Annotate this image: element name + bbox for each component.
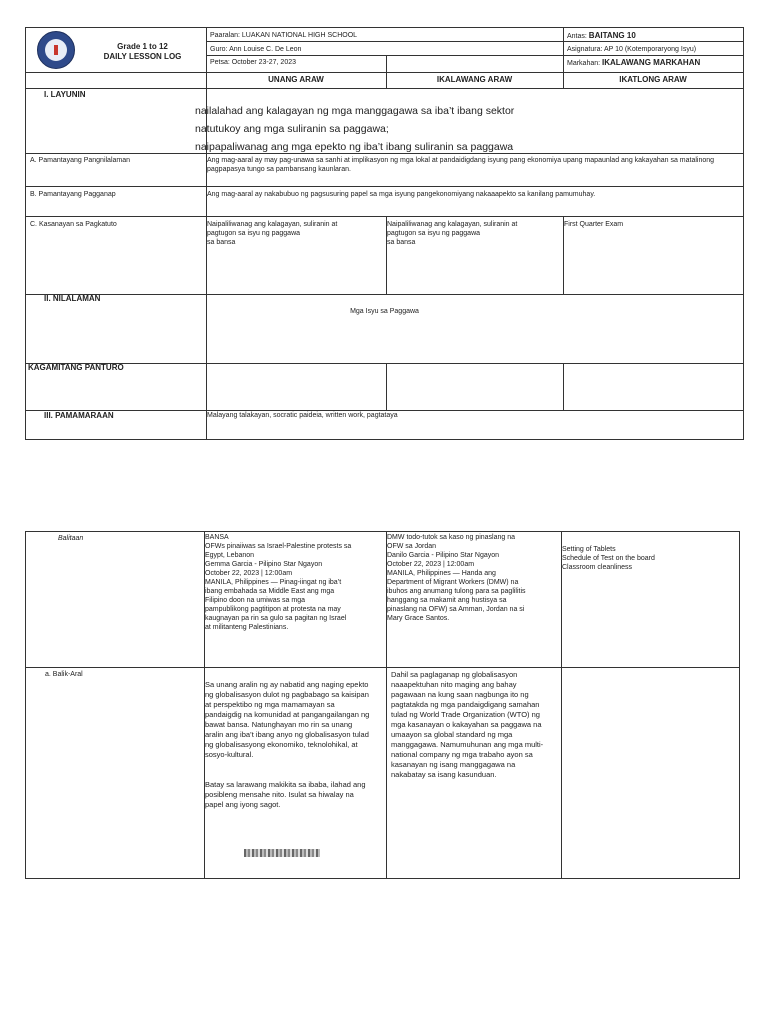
day-header-2: IKALAWANG ARAW <box>436 75 513 84</box>
deped-seal-logo <box>37 31 75 69</box>
balitaan-day1: BANSA OFWs pinaiiwas sa Israel-Palestine protests sa Egypt, Lebanon Gemma Garcia - Pilipino Star Ngayon October 22, 2023 | 12:00am MANILA, Philippines — Pinag-iingat ng iba’t ibang embahada sa Middle East ang mga Filipino doon na umiwas sa mga pampublikong pagtitipon at protesta na may kaugnayan pa rin sa gulo sa pagitan ng Israel at militanteng Palestinians. <box>205 534 352 631</box>
quarter-field <box>567 58 700 68</box>
balik-aral-label: a. Balik-Aral <box>45 671 83 678</box>
pagganap-label: B. Pamantayang Pagganap <box>30 191 116 198</box>
layunin-item: natutukoy ang mga suliranin sa paggawa; <box>195 123 389 135</box>
teacher-name: Guro: Ann Louise C. De Leon <box>210 46 302 53</box>
level-value: BAITANG 10 <box>588 31 636 40</box>
school-name: Paaralan: LUAKAN NATIONAL HIGH SCHOOL <box>210 32 358 39</box>
nilalaman-label: II. NILALAMAN <box>44 294 101 303</box>
day-header-3: IKATLONG ARAW <box>619 75 687 84</box>
balitaan-day2: DMW todo-tutok sa kaso ng pinaslang na OFW sa Jordan Danilo Garcia - Pilipino Star Ngayon October 22, 2023 | 12:00am MANILA, Philippines — Handa ang Department of Migrant Workers (DMW) na ibuhos ang anumang tulong para sa paglilitis hanggang sa makamit ang hustisya sa pinaslang na OFW) sa Amman, Jordan na si Mary Grace Santos. <box>387 534 526 622</box>
quarter-label: Markahan: <box>567 60 603 67</box>
layunin-list <box>195 104 735 154</box>
kasanayan-day1: Naipaliliwanag ang kalagayan, suliranin at pagtugon sa isyu ng paggawa sa bansa <box>207 221 338 246</box>
reference-image <box>244 849 320 857</box>
pangnilalaman-text: Ang mag-aaral ay may pag-unawa sa sanhi at implikasyon ng mga lokal at pandaidigdang isyung pang ekonomiya upang mapaunlad ang kakayahan sa matalinong pagpapasya tungo sa pambansang kaunlaran. <box>207 157 715 173</box>
grade-label: Grade 1 to 12 <box>117 42 168 51</box>
kasanayan-day2: Naipaliliwanag ang kalagayan, suliranin at pagtugon sa isyu ng paggawa sa bansa <box>387 221 518 246</box>
log-title: DAILY LESSON LOG <box>103 52 182 61</box>
nilalaman-text: Mga Isyu sa Paggawa <box>350 308 419 315</box>
balik-aral-paragraph: Batay sa larawang makikita sa ibaba, ilahad ang posibleng mensahe nito. Isulat sa hiwalay na papel ang iyong sagot. <box>205 780 366 809</box>
layunin-label: I. LAYUNIN <box>44 90 86 99</box>
level-field <box>567 31 636 41</box>
day-header-1: UNANG ARAW <box>268 75 324 84</box>
kagamitan-label: KAGAMITANG PANTURO <box>28 363 124 372</box>
balik-aral-day1 <box>205 670 386 820</box>
pagganap-text: Ang mag-aaral ay nakabubuo ng pagsusuring papel sa mga isyung pangekonomiyang nakaaapekto sa kanilang pamumuhay. <box>207 191 596 198</box>
pamamaraan-label: III. PAMAMARAAN <box>44 411 114 420</box>
layunin-item: naipapaliwanag ang mga epekto ng iba’t ibang suliranin sa paggawa <box>195 141 514 153</box>
layunin-item: nailalahad ang kalagayan ng mga manggagawa sa iba’t ibang sektor <box>195 105 515 117</box>
balitaan-label: Balitaan <box>58 535 84 542</box>
balik-aral-paragraph: Sa unang aralin ng ay nabatid ang naging epekto ng globalisasyon dulot ng pagbabago sa kaisipan at perspektibo ng mga mamamayan sa pandaigdig na komunidad at pangangailangan ng bawat bansa. Natunghayan mo rin sa unang aralin ang iba’t ibang anyo ng globalisasyon tulad ng globalisasyong ekonomiko, teknolohikal, at sosyo-kultural. <box>205 680 370 759</box>
kasanayan-day3: First Quarter Exam <box>564 221 624 228</box>
balik-aral-day2: Dahil sa paglaganap ng globalisasyon naaapektuhan nito maging ang bahay pagawaan na kung saan nagbunga ito ng pagtatakda ng mga pandaigdigang samahan tulad ng World Trade Organization (WTO) ng mga kasanayan o kakayahan sa paggawa na umaayon sa global standard ng mga manggagawa. Namumuhunan ang mga multi- national company ng mga trabaho ayon sa kasanayan ng isang manggagawa na nakabatay sa isang kasunduan. <box>391 670 544 779</box>
subject-field: Asignatura: AP 10 (Kotemporaryong Isyu) <box>567 46 697 53</box>
kasanayan-label: C. Kasanayan sa Pagkatuto <box>30 221 117 228</box>
lesson-dates: Petsa: October 23-27, 2023 <box>210 59 296 66</box>
balitaan-day3: Setting of Tablets Schedule of Test on the board Classroom cleanliness <box>562 546 655 571</box>
level-label: Antas: <box>567 33 589 40</box>
quarter-value: IKALAWANG MARKAHAN <box>602 58 701 67</box>
pangnilalaman-label: A. Pamantayang Pangnilalaman <box>30 157 131 164</box>
pamamaraan-text: Malayang talakayan, socratic paideia, written work, pagtataya <box>207 412 398 419</box>
